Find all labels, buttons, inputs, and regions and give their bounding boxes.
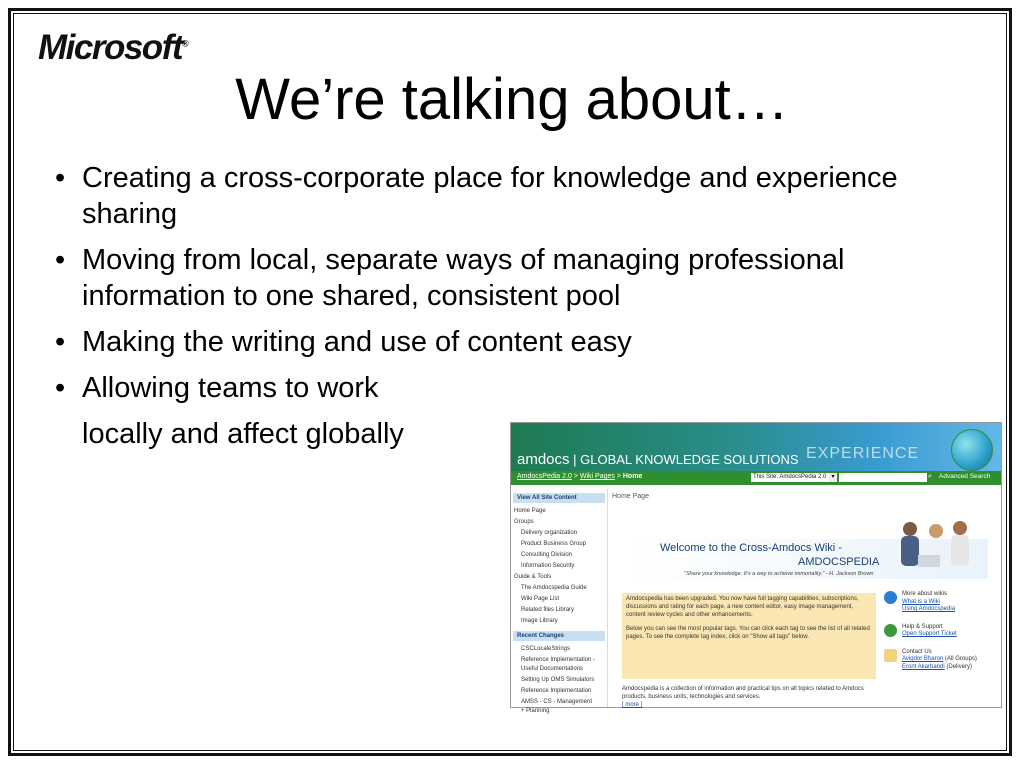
recent-changes-header: Recent Changes: [513, 631, 605, 641]
recent-item[interactable]: Reference Implementation: [521, 688, 592, 694]
more-link[interactable]: [ more ]: [622, 702, 643, 708]
notice-paragraph: Below you can see the most popular tags. You can click each tag to see the list of all related pages. To see the complete tag index, click on "Show all tags" below.: [626, 626, 870, 640]
side-panel: [882, 591, 1000, 681]
chevron-down-icon[interactable]: ▾: [829, 473, 837, 482]
advanced-search-link[interactable]: Advanced Search: [939, 473, 991, 480]
bullet-list: [52, 160, 992, 462]
nav-item-product[interactable]: Product Business Group: [521, 541, 587, 547]
team-photo: [888, 515, 988, 571]
search-scope-select[interactable]: This Site: AmdocsPedia 2.0: [751, 473, 831, 482]
recent-item[interactable]: AMSS - CS - Management + Planning: [521, 699, 593, 714]
contact-card-icon: [884, 649, 897, 662]
bullet-item: • Moving from local, separate ways of managing professional information to one shared, consistent pool: [55, 244, 845, 312]
nav-item-consulting[interactable]: Consulting Division: [521, 552, 573, 558]
breadcrumb-current: Home: [622, 473, 643, 480]
microsoft-logo: Microsoft®: [38, 28, 189, 67]
recent-item[interactable]: Setting Up OMS Simulators: [521, 677, 595, 683]
nav-item-images[interactable]: Image Library: [521, 618, 558, 624]
page-header: Home Page: [612, 493, 649, 500]
amdocspedia-screenshot: [510, 422, 1002, 714]
welcome-line-2: AMDOCSPEDIA: [798, 556, 880, 568]
help-group: Help & Support Open Support Ticket: [882, 624, 1000, 639]
nav-item-home[interactable]: Home Page: [514, 508, 546, 514]
bullet-item: • Making the writing and use of content easy: [55, 326, 632, 358]
using-amdocspedia-link[interactable]: Using Amdocspedia: [902, 606, 956, 612]
nav-item-guide-tools[interactable]: Guide & Tools: [514, 574, 552, 580]
open-ticket-link[interactable]: Open Support Ticket: [902, 631, 957, 637]
breadcrumb-wiki-pages[interactable]: Wiki Pages: [579, 473, 615, 480]
intro-text: Amdocspedia is a collection of information and practical tips on all topics related to Amdocs products, business units, technologies and services. [ more ]: [622, 686, 864, 708]
globe-icon: [951, 429, 993, 471]
wiki-info-group: More about wikis What is a Wiki Using Amdocspedia: [882, 591, 1000, 614]
contact-link[interactable]: Avigdor Bharon: [902, 656, 944, 662]
nav-item-files[interactable]: Related files Library: [521, 607, 575, 613]
site-brand: amdocs | GLOBAL KNOWLEDGE SOLUTIONS: [517, 451, 799, 468]
bullet-item: • Allowing teams to work locally and affect globally: [52, 370, 992, 452]
top-navbar: [511, 471, 1001, 485]
bullet-item: • Creating a cross-corporate place for knowledge and experience sharing: [55, 162, 898, 230]
user-icon: [884, 624, 897, 637]
left-nav: [511, 489, 607, 714]
contact-group: Contact Us Avigdor Bharon (All Groups) Eront Akarbandi (Delivery): [882, 649, 1000, 672]
nav-item-groups[interactable]: Groups: [514, 519, 534, 525]
breadcrumb-root[interactable]: AmdocsPedia 2.0: [517, 473, 572, 480]
search-input[interactable]: [839, 473, 927, 482]
welcome-line-1: Welcome to the Cross-Amdocs Wiki -: [660, 542, 842, 554]
banner-tagline: EXPERIENCE: [806, 445, 920, 462]
bullet-continuation: locally and affect globally: [82, 418, 404, 450]
recent-item[interactable]: Reference Implementation - Useful Documentations: [521, 657, 596, 672]
nav-item-security[interactable]: Information Security: [521, 563, 575, 569]
nav-item-guide[interactable]: The Amdocspedia Guide: [521, 585, 587, 591]
info-icon: [884, 591, 897, 604]
site-banner: [511, 423, 1001, 471]
breadcrumb: AmdocsPedia 2.0 > Wiki Pages > Home: [517, 473, 643, 480]
slide-title: We’re talking about…: [235, 67, 789, 132]
nav-item-wiki-list[interactable]: Wiki Page List: [521, 596, 560, 602]
nav-item-delivery[interactable]: Delivery organization: [521, 530, 578, 536]
what-is-wiki-link[interactable]: What is a Wiki: [902, 598, 941, 605]
view-all-content-link[interactable]: View All Site Content: [513, 493, 605, 503]
upgrade-notice: [622, 593, 876, 679]
contact-link[interactable]: Eront Akarbandi: [902, 663, 945, 670]
welcome-quote: "Share your knowledge. It's a way to achieve immortality." - H. Jackson Brown: [684, 571, 874, 577]
search-icon[interactable]: ⌕: [928, 473, 932, 480]
recent-item[interactable]: CSCLocaleStrings: [521, 646, 571, 652]
main-content: [607, 489, 1000, 707]
notice-paragraph: Amdocspedia has been upgraded. You now have full tagging capabilities, subscriptions, discussions and rating for each page, a new content editor, easy image management, content review cycles and other enhancements.: [626, 596, 859, 618]
